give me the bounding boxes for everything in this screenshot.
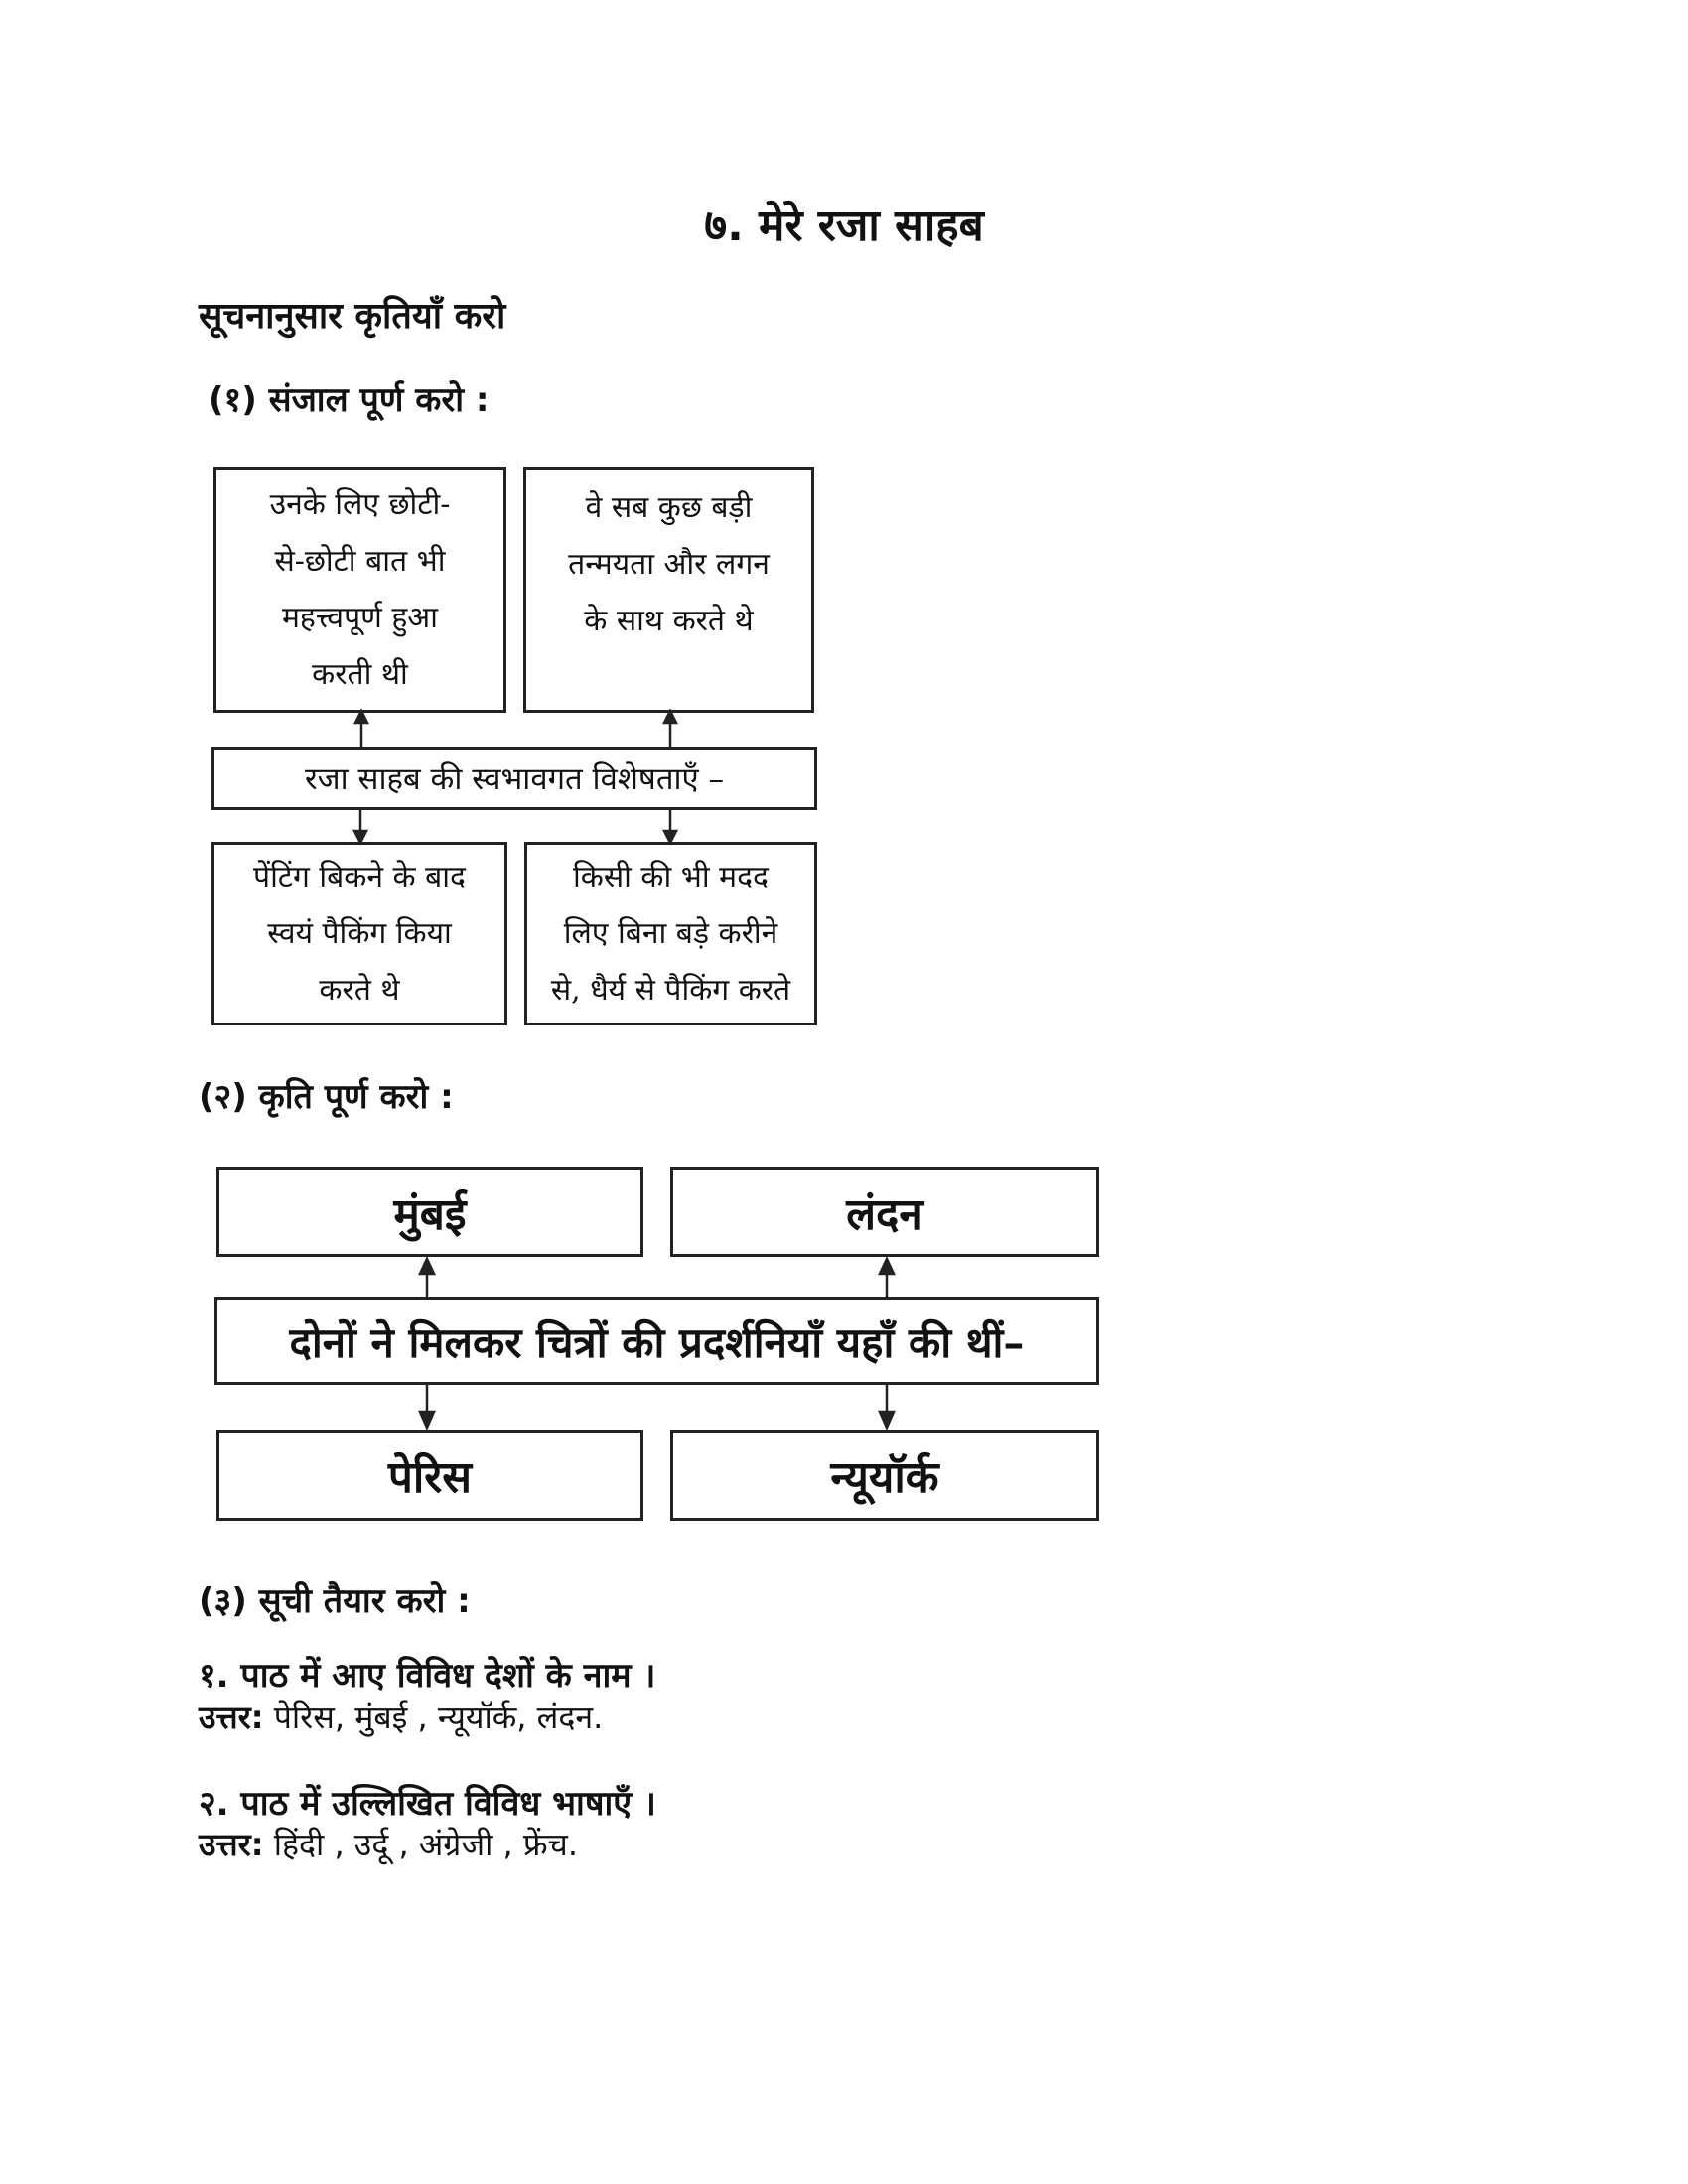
list-question-2: २. पाठ में उल्लिखित विविध भाषाएँ ।	[199, 1784, 656, 1824]
city-label: न्यूयॉर्क	[830, 1452, 939, 1503]
web-box-line: तन्मयता और लगन	[568, 547, 770, 582]
answer-label: उत्तर:	[199, 1699, 264, 1736]
arrowhead	[354, 831, 366, 843]
answer-text: पेरिस, मुंबई , न्यूयॉर्क, लंदन.	[263, 1699, 604, 1736]
answer-text: हिंदी , उर्दू , अंग्रेजी , फ्रेंच.	[263, 1826, 579, 1863]
web-box-line: स्वयं पैकिंग किया	[267, 916, 452, 951]
web-box-line: किसी की भी मदद	[573, 860, 769, 894]
question-3-heading: (३) सूची तैयार करो :	[199, 1581, 471, 1621]
web-box-line: लिए बिना बड़े करीने	[563, 916, 778, 951]
arrowhead	[664, 831, 676, 843]
list-answer-2	[199, 1823, 578, 1865]
web-box-line: के साथ करते थे	[584, 604, 754, 638]
section-heading: सूचनानुसार कृतियाँ करो	[199, 296, 506, 337]
arrowhead	[355, 711, 367, 723]
web-box-line: करते थे	[319, 973, 400, 1008]
web-box-line: महत्त्वपूर्ण हुआ	[281, 601, 438, 635]
question-2-heading: (२) कृति पूर्ण करो :	[199, 1077, 454, 1117]
list-question-1: १. पाठ में आए विविध देशों के नाम ।	[199, 1656, 656, 1696]
city-label: पेरिस	[387, 1452, 473, 1503]
web-center-label: रजा साहब की स्वभावगत विशेषताएँ –	[304, 761, 725, 797]
web-box-line: वे सब कुछ बड़ी	[585, 490, 753, 525]
web-box-line: उनके लिए छोटी-	[269, 487, 451, 522]
web-box-line: से-छोटी बात भी	[274, 544, 446, 579]
web-box-line: पेंटिंग बिकने के बाद	[253, 860, 466, 894]
arrowhead	[664, 711, 676, 723]
answer-label: उत्तर:	[199, 1826, 264, 1863]
arrowhead	[880, 1412, 894, 1428]
question-1-heading: (१) संजाल पूर्ण करो :	[209, 380, 490, 420]
arrowhead	[880, 1259, 894, 1274]
web-box-line: करती थी	[312, 657, 408, 692]
arrowhead	[420, 1259, 434, 1274]
city-label: मुंबई	[393, 1189, 467, 1240]
city-label: लंदन	[846, 1189, 923, 1240]
page-title: ७. मेरे रजा साहब	[704, 201, 984, 251]
web-box-line: से, धैर्य से पैकिंग करते	[550, 973, 791, 1008]
list-answer-1	[199, 1696, 603, 1738]
arrowhead	[420, 1412, 434, 1428]
exhibition-center-label: दोनों ने मिलकर चित्रों की प्रदर्शनियाँ यहाँ की थीं–	[289, 1317, 1025, 1367]
